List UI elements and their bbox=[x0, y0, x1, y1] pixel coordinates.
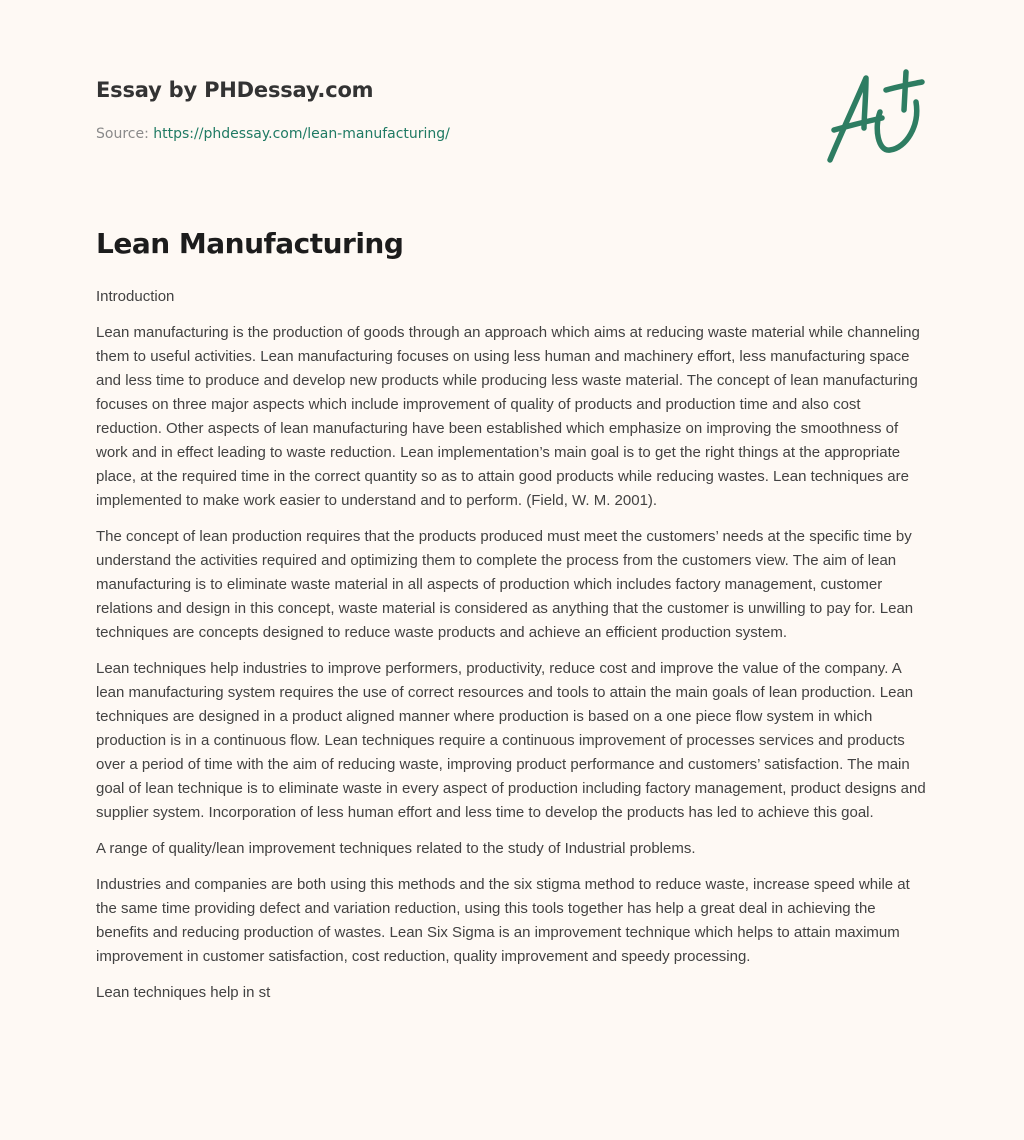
paragraph: Industries and companies are both using this methods and the six stigma method to reduce waste, increase speed while at the same time providing defect and variation reduction, using this tools together has help a great deal in achieving the benefits and reducing production of wastes. Lean Six Sigma is an improvement technique which helps to attain maximum improvement in customer satisfaction, cost reduction, quality improvement and speedy processing. bbox=[96, 876, 910, 965]
essay-body bbox=[96, 285, 930, 1017]
essay-header bbox=[96, 76, 936, 142]
paragraph-truncated: Lean techniques help in st bbox=[96, 984, 271, 1001]
paragraph: Lean manufacturing is the production of goods through an approach which aims at reducing waste material while channeling them to useful activities. Lean manufacturing focuses on using less human and machinery effort, less manufacturing space and less time to produce and develop new products while producing less waste material. The concept of lean manufacturing focuses on three major aspects which include improvement of quality of products and production time and also cost reduction. Other aspects of lean manufacturing have been established which emphasize on improving the smoothness of work and in effect leading to waste reduction. Lean implementation’s main goal is to get the right things at the appropriate place, at the required time in the correct quantity so as to attain good products while reducing wastes. Lean techniques are implemented to make work easier to understand and to perform. (Field, W. M. 2001). bbox=[96, 324, 920, 509]
source-line bbox=[96, 124, 450, 144]
source-link[interactable]: https://phdessay.com/lean-manufacturing/ bbox=[153, 126, 450, 142]
brand-title: Essay by PHDessay.com bbox=[96, 78, 374, 102]
paragraph: Lean techniques help industries to improve performers, productivity, reduce cost and improve the value of the company. A lean manufacturing system requires the use of correct resources and tools to attain the main goals of lean production. Lean techniques are designed in a product aligned manner where production is based on a one piece flow system in which production is in a continuous flow. Lean techniques require a continuous improvement of processes services and products over a period of time with the aim of reducing waste, improving product performance and customers’ satisfaction. The main goal of lean technique is to eliminate waste in every aspect of production including factory management, product designs and supplier system. Incorporation of less human effort and less time to develop the products has led to achieve this goal. bbox=[96, 660, 926, 821]
a-plus-grade-icon bbox=[820, 66, 930, 166]
essay-title: Lean Manufacturing bbox=[96, 227, 404, 260]
paragraph: A range of quality/lean improvement techniques related to the study of Industrial problems. bbox=[96, 840, 696, 857]
source-label: Source: bbox=[96, 126, 149, 142]
paragraph-heading-introduction: Introduction bbox=[96, 288, 175, 305]
paragraph: The concept of lean production requires that the products produced must meet the customers’ needs at the specific time by understand the activities required and optimizing them to complete the process from the customers view. The aim of lean manufacturing is to eliminate waste material in all aspects of production which includes factory management, customer relations and design in this concept, waste material is considered as anything that the customer is unwilling to pay for. Lean techniques are concepts designed to reduce waste products and achieve an efficient production system. bbox=[96, 528, 914, 641]
